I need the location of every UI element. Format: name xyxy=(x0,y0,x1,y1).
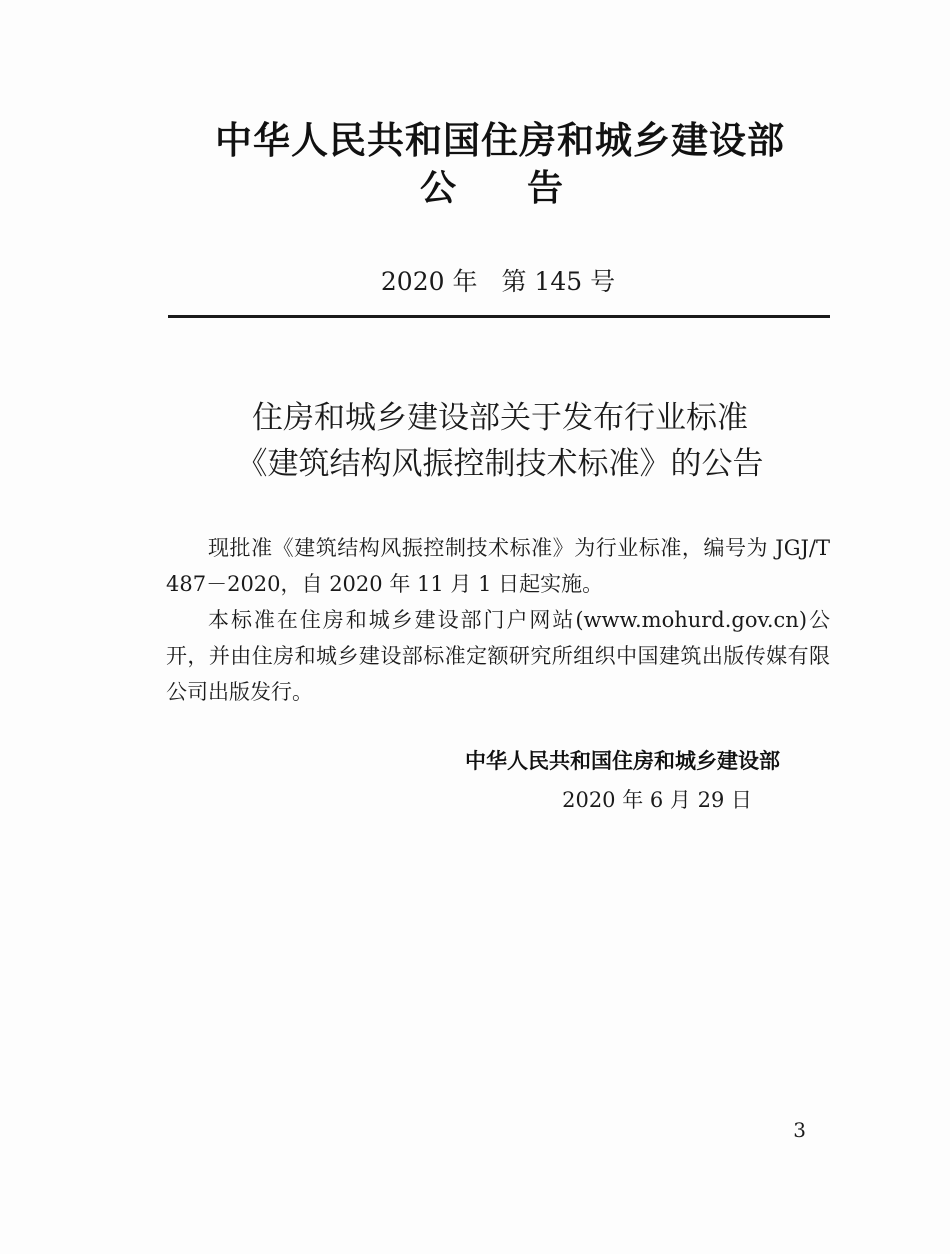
document-number xyxy=(0,262,950,298)
body-paragraph-1: 现批准《建筑结构风振控制技术标准》为行业标准，编号为 JGJ/T 487－2020，自 2020 年 11 月 1 日起实施。 xyxy=(166,536,830,596)
doc-type-char-2: 告 xyxy=(527,168,565,209)
body-paragraph-2: 本标准在住房和城乡建设部门户网站(www.mohurd.gov.cn)公开，并由住房和城乡建设部标准定额研究所组织中国建筑出版传媒有限公司出版发行。 xyxy=(166,608,830,704)
header-divider xyxy=(168,315,830,318)
signature-date: 2020 年 6 月 29 日 xyxy=(562,788,752,812)
signer-name: 中华人民共和国住房和城乡建设部 xyxy=(465,749,780,773)
announcement-body xyxy=(166,530,830,710)
headline-line-2: 《建筑结构风振控制技术标准》的公告 xyxy=(236,446,764,482)
headline-line-1: 住房和城乡建设部关于发布行业标准 xyxy=(252,400,748,436)
issuer-title: 中华人民共和国住房和城乡建设部 xyxy=(215,119,785,162)
doc-type-title xyxy=(0,160,950,211)
announcement-headline xyxy=(0,395,950,487)
page-number: 3 xyxy=(793,1118,806,1142)
document-serial: 第 145 号 xyxy=(501,267,616,296)
document-year: 2020 年 xyxy=(380,267,478,296)
doc-type-char-1: 公 xyxy=(419,168,457,209)
